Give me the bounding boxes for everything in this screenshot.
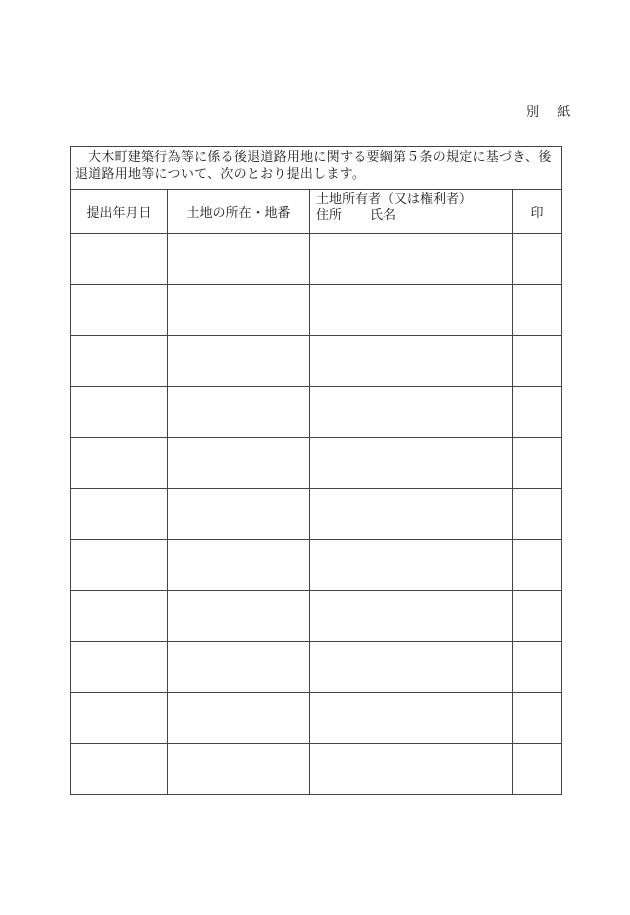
cell-submission-date <box>71 744 168 795</box>
cell-seal <box>513 387 562 438</box>
cell-land-location <box>168 489 310 540</box>
cell-seal <box>513 285 562 336</box>
attachment-label: 別 紙 <box>526 105 578 120</box>
cell-submission-date <box>71 285 168 336</box>
cell-land-location <box>168 693 310 744</box>
cell-submission-date <box>71 438 168 489</box>
cell-land-location <box>168 744 310 795</box>
cell-submission-date <box>71 489 168 540</box>
cell-land-owner <box>310 489 513 540</box>
table-row <box>71 642 562 693</box>
cell-land-location <box>168 336 310 387</box>
cell-seal <box>513 642 562 693</box>
table-row <box>71 693 562 744</box>
cell-seal <box>513 591 562 642</box>
table-row <box>71 438 562 489</box>
intro-row <box>71 147 562 190</box>
intro-text: 大木町建築行為等に係る後退道路用地に関する要綱第５条の規定に基づき、後退道路用地等について、次のとおり提出します。 <box>71 147 562 190</box>
cell-land-location <box>168 387 310 438</box>
cell-land-owner <box>310 591 513 642</box>
cell-land-owner <box>310 642 513 693</box>
owner-name-label: 氏名 <box>370 208 397 223</box>
data-rows <box>71 234 562 795</box>
table-row <box>71 489 562 540</box>
table-row <box>71 336 562 387</box>
cell-land-location <box>168 234 310 285</box>
table-row <box>71 234 562 285</box>
cell-land-location <box>168 438 310 489</box>
cell-seal <box>513 693 562 744</box>
cell-submission-date <box>71 693 168 744</box>
owner-address-label: 住所 <box>316 208 343 223</box>
cell-submission-date <box>71 387 168 438</box>
cell-land-location <box>168 540 310 591</box>
cell-submission-date <box>71 336 168 387</box>
cell-land-owner <box>310 387 513 438</box>
cell-land-owner <box>310 438 513 489</box>
header-submission-date: 提出年月日 <box>71 190 168 234</box>
cell-submission-date <box>71 642 168 693</box>
owner-subheaders <box>316 208 512 224</box>
cell-seal <box>513 438 562 489</box>
cell-land-owner <box>310 744 513 795</box>
cell-seal <box>513 234 562 285</box>
cell-seal <box>513 744 562 795</box>
cell-land-owner <box>310 234 513 285</box>
cell-submission-date <box>71 591 168 642</box>
table-row <box>71 540 562 591</box>
header-land-owner <box>310 190 513 234</box>
header-seal: 印 <box>513 190 562 234</box>
cell-seal <box>513 540 562 591</box>
cell-land-location <box>168 642 310 693</box>
cell-land-location <box>168 285 310 336</box>
table-row <box>71 744 562 795</box>
header-land-location: 土地の所在・地番 <box>168 190 310 234</box>
cell-land-location <box>168 591 310 642</box>
cell-land-owner <box>310 540 513 591</box>
cell-submission-date <box>71 540 168 591</box>
owner-title: 土地所有者（又は権利者） <box>316 192 473 207</box>
cell-land-owner <box>310 693 513 744</box>
cell-seal <box>513 336 562 387</box>
cell-submission-date <box>71 234 168 285</box>
table-row <box>71 387 562 438</box>
cell-seal <box>513 489 562 540</box>
cell-land-owner <box>310 285 513 336</box>
table-row <box>71 285 562 336</box>
table-row <box>71 591 562 642</box>
cell-land-owner <box>310 336 513 387</box>
submission-form-table <box>70 146 562 795</box>
header-row <box>71 190 562 234</box>
